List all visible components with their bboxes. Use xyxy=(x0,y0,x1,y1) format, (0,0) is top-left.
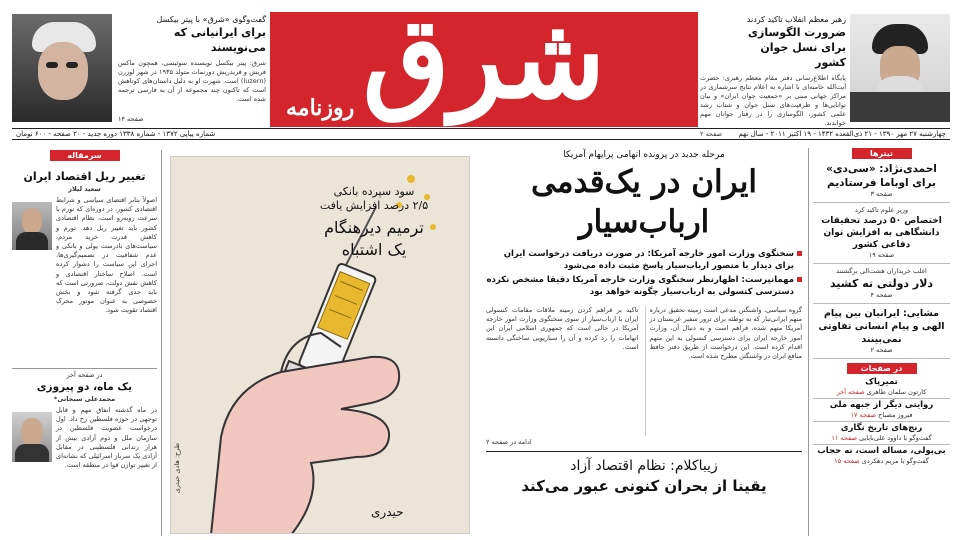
bottom-kicker[interactable]: زیباکلام: نظام اقتصاد آزاد xyxy=(570,458,718,474)
inner-sub: فیروز مصباح xyxy=(878,411,913,419)
cartoon-caption-line: یک اشتباه xyxy=(341,240,407,259)
dateline: چهارشنبه ۲۷ مهر ۱۳۹۰ - ۲۱ ذی‌القعده ۱۴۳۲ - ۱۹ اکتبر ۲۰۱۱ - سال نهم xyxy=(738,130,946,138)
author-photo xyxy=(12,14,112,122)
inner-title[interactable]: بی‌پولی، مساله است، نه حجاب xyxy=(817,446,946,456)
dateline-bar xyxy=(12,128,950,140)
inner-title[interactable]: روایتی دیگر از جبهه ملی xyxy=(829,400,934,410)
logo-main: شرق xyxy=(362,12,606,124)
issue-line: شماره پیاپی ۱۳۷۲ - شماره ۱۳۳۸ دوره جدید - ۲۰ صفحه - ۶۰۰ تومان xyxy=(16,130,216,138)
main-bullet-text: سخنگوی وزارت امور خارجه آمریکا: در صورت دریافت درخواست ایران برای دیدار با منصور ارباب‌سیار پاسخ مثبت داده می‌شود xyxy=(503,249,794,271)
inner-title[interactable]: تمیرپاک xyxy=(865,377,898,387)
right-teaser-page[interactable]: صفحه ۲ xyxy=(700,130,723,138)
headline-item[interactable] xyxy=(813,304,950,359)
headline-title[interactable]: احمدی‌نژاد: «سی‌دی» برای اوباما فرستادیم xyxy=(826,163,937,189)
headline-page[interactable]: صفحه ۲ xyxy=(870,346,893,354)
inner-sub: گفت‌وگو با مریم دهکردی xyxy=(861,457,929,465)
inner-pages-section-label: در صفحات xyxy=(847,363,917,374)
right-teaser-body: پایگاه اطلاع‌رسانی دفتر مقام معظم رهبری: حضرت آیت‌الله خامنه‌ای با اشاره به اعلام نتایج سرشماری در مراکز جهانی مبنی بر «جمعیت جوان ایران» و بیان توانایی‌ها و ظرفیت‌های نسل جوان و شتاب رشد علمی کشور، الگوسازی را در رفتار جوانان مهم خواندند. xyxy=(700,74,846,127)
main-headline-1[interactable]: ایران در یک‌قدمی xyxy=(531,164,757,200)
editorial-section-label: سرمقاله xyxy=(50,150,120,161)
main-bullet xyxy=(486,248,802,272)
newspaper-logo[interactable] xyxy=(270,12,698,127)
cartoon xyxy=(170,156,470,534)
headline-title[interactable]: دلار دولتی ته کشید xyxy=(829,277,934,290)
headline-kicker: اغلب خریداران هشت‌الی برگشتند xyxy=(836,267,927,275)
headline-title[interactable]: اختصاص ۵۰ درصد تحقیقات دانشگاهی به افزایش توان دفاعی کشور xyxy=(821,216,942,250)
inner-sub: گفت‌وگو با داوود علی‌بابایی xyxy=(859,434,932,442)
column2-author: محمدعلی سبحانی* xyxy=(53,395,116,403)
editorial-body: اصولاً بنابر اقتضای سیاسی و شرایط اقتصادی کشور، در دوره‌ای که تورم با سرعت روبه‌رو است، نظام اقتصادی کشور باید تغییر ریل دهد. تورم و کاهش قدرت خرید مردم، سیاست‌های نادرست پولی و بانکی و عدم شفافیت در تصمیم‌گیری‌ها، اجرای این سیاست را دشوار کرده است. اصلاح ساختار اقتصادی و کاهش نقش دولت، ضرورتی است که باید جدی گرفته شود و بخش خصوصی به عنوان موتور محرک اقتصاد تقویت شود. xyxy=(56,196,157,315)
main-kicker: مرحله جدید در پرونده اتهامی پرایهام آمریکا xyxy=(563,150,725,160)
left-teaser-page[interactable]: صفحه ۱۴ xyxy=(118,115,144,123)
headline-item[interactable] xyxy=(813,203,950,264)
headline-page[interactable]: صفحه ۳ xyxy=(870,190,893,198)
cartoon-signature: حیدری xyxy=(371,505,404,519)
right-teaser-kicker: رهبر معظم انقلاب تاکید کردند xyxy=(746,15,846,24)
cartoon-caption xyxy=(299,185,449,261)
inner-item[interactable] xyxy=(813,399,950,422)
left-column xyxy=(12,150,162,536)
inner-item[interactable] xyxy=(813,422,950,445)
bottom-headline[interactable]: یقینا از بحران کنونی عبور می‌کند xyxy=(521,477,767,495)
inner-sub: کارتون سلمان طاهری xyxy=(866,388,927,396)
main-bullet xyxy=(486,274,802,298)
inner-item[interactable] xyxy=(813,376,950,399)
main-bullet-text: مهمانپرست: اظهارنظر سخنگوی وزارت خارجه آمریکا دقیقا مشخص نکرده دسترسی کنسولی به ارباب‌سیار چگونه خواهد بود xyxy=(486,275,794,297)
left-teaser-headline: برای ایرانیانی که می‌نویسند xyxy=(173,26,266,54)
headline-title[interactable]: مشایی: ایرانیان بین پیام الهی و پیام انسانی تفاوتی نمی‌بینند xyxy=(818,308,945,345)
headline-item[interactable] xyxy=(813,264,950,304)
headline-kicker: وزیر علوم تاکید کرد xyxy=(854,206,909,214)
column2-body: در ماه گذشته اتفاق مهم و قابل توجهی در حوزه فلسطین رخ داد. اول درخواست عضویت فلسطین در سازمان ملل و دوم آزادی بیش از هزار زندانی فلسطینی در مقابل آزادی یک سرباز اسرائیلی که نشانه‌ای از تغییر توازن قوا در منطقه است. xyxy=(56,406,157,470)
headline-page[interactable]: صفحه ۴ xyxy=(870,291,893,299)
logo-sub: روزنامه xyxy=(286,95,355,121)
cartoon-credit: طرح: هادی حیدری xyxy=(173,442,181,493)
inner-page[interactable]: صفحه ۱۷ xyxy=(850,411,877,419)
column2-title[interactable]: یک ماه، دو پیروزی xyxy=(36,381,133,393)
headlines-section-label: تیترها xyxy=(852,148,912,159)
headline-item[interactable] xyxy=(813,159,950,203)
editorial-title[interactable]: تغییر ریل اقتصاد ایران xyxy=(23,170,146,183)
inner-page[interactable]: صفحه آخر xyxy=(836,388,865,396)
inner-title[interactable]: رنج‌های تاریخ نگاری xyxy=(840,423,923,433)
headline-page[interactable]: صفحه ۱۹ xyxy=(868,251,895,259)
editorial-author: سعید لیلاز xyxy=(68,185,101,193)
cartoon-caption-line: ترمیم دیرهنگام xyxy=(324,218,424,237)
left-teaser-body: شرق: پیتر بیکسل نویسنده سوئیسی، همچون ماکس فریش و فریدریش دورنمات متولد ۱۹۳۵ در شهر لوزرن (luzern) است. شهرت او به دلیل داستان‌های کوتاهش است که تاکنون چند مجموعه از آن به فارسی ترجمه شده است. xyxy=(118,59,266,103)
inner-item[interactable] xyxy=(813,445,950,467)
main-continue[interactable]: ادامه در صفحه ۲ xyxy=(486,438,532,446)
cartoon-caption-line: ۲/۵ درصد افزایش یافت xyxy=(319,199,429,212)
main-headline-2[interactable]: ارباب‌سیار xyxy=(578,204,710,240)
inner-page[interactable]: صفحه ۱۱ xyxy=(831,434,857,442)
right-column xyxy=(808,148,950,536)
inner-page[interactable]: صفحه ۱۵ xyxy=(834,457,860,465)
left-teaser-kicker: گفت‌وگوی «شرق» با پیتر بیکسل xyxy=(156,15,266,24)
leader-photo xyxy=(850,14,950,122)
right-teaser-headline: ضرورت الگوسازی برای نسل جوان کشور xyxy=(747,26,846,69)
main-body-col-1: گروه سیاسی، واشنگتن مدعی است زمینه تحقیق درباره متهم ایرانی‌تبار که به توطئه برای ترور سفیر عربستان در آمریکا متهم شده، فراهم است و به دنبال آن، وزارت امور خارجه ایران برای دسترسی کنسولی به این متهم اقدام کرده است. این درخواست از طریق دفتر حافظ منافع ایران در واشنگتن مطرح شده است. xyxy=(645,306,803,436)
main-body-col-2: تاکید بر فراهم کردن زمینه ملاقات مقامات کنسولی ایران با ارباب‌سیار از سوی سخنگوی وزارت امور خارجه آمریکا در حالی است که جمهوری اسلامی ایران این اتهامات را رد کرده و آن را سناریویی ساختگی دانسته است. xyxy=(486,306,639,351)
left-teaser xyxy=(118,14,266,124)
main-body xyxy=(486,306,802,436)
editorial-section2: در صفحه آخر xyxy=(12,368,157,380)
main-story xyxy=(486,148,802,536)
cartoon-caption-line: سود سپرده بانکی xyxy=(333,185,415,198)
